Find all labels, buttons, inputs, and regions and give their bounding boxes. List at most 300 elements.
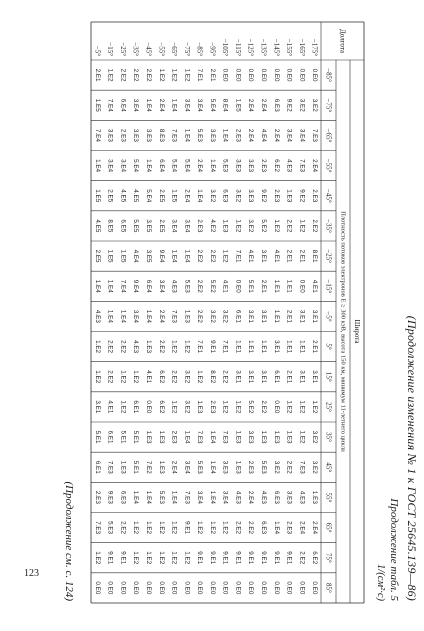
table-cell: 1.E3 [183,309,191,323]
table-cell: 4.E3 [132,340,140,354]
table-cell: 4.E5 [93,219,101,233]
table-cell: 1.E1 [298,340,306,354]
table-cell: 1.E1 [272,309,280,323]
table-cell: 2.E2 [106,370,114,384]
table-cell: 1.E2 [170,551,178,565]
table-cell: 3.E3 [208,128,216,142]
table-cell: 0.E0 [157,581,165,595]
table-cell: 5.E3 [106,521,114,535]
table-cell: 7.E3 [106,460,114,474]
table-cell: 9.E4 [132,279,140,293]
table-cell: 1.E2 [183,340,191,354]
table-cell: 3.E1 [247,309,255,323]
table-unit-label: 1/(см²·с) [375,564,386,601]
table-cell: 1.E3 [157,460,165,474]
table-cell: 1.E2 [183,68,191,82]
row-longitude-label: −105° [221,38,230,56]
table-cell: 0.E0 [106,581,114,595]
table-cell: 1.E3 [285,430,293,444]
table-cell: 3.E4 [170,219,178,233]
row-longitude-label: −5° [93,45,102,56]
table-cell: 1.E3 [285,189,293,203]
table-cell: 2.E3 [234,128,242,142]
table-cell: 3.E4 [157,279,165,293]
table-cell: 2.E4 [157,309,165,323]
table-cell: 2.E4 [298,521,306,535]
row-longitude-label: −65° [170,42,179,56]
table-cell: 0.E0 [272,581,280,595]
table-cell: 2.E2 [221,370,229,384]
table-cell: 2.E1 [208,68,216,82]
column-header: −35° [324,219,333,233]
table-cell: 2.E2 [234,521,242,535]
table-cell: 6.E1 [106,430,114,444]
table-cell: 3.E4 [196,490,204,504]
column-header: −65° [324,128,333,143]
table-cell: 3.E2 [311,98,319,112]
table-cell: 0.E0 [285,68,293,82]
column-header: −45° [324,188,333,203]
table-cell: 0.E0 [145,400,152,414]
table-cell: 0.E0 [260,68,267,82]
table-cell: 3.E1 [298,309,306,323]
table-cell: 2.E4 [260,98,267,112]
table-cell: 1.E2 [93,370,101,384]
table-cell: 6.E5 [119,219,127,233]
table-cell: 9.E1 [272,551,280,565]
table-cell: 1.E2 [170,400,178,414]
table-cell: 1.E5 [93,98,101,112]
table-cell: 2.E5 [106,189,114,203]
table-cell: 5.E3 [157,490,165,504]
table-cell: 7.E3 [183,490,191,504]
table-cell: 0.E0 [234,279,242,293]
table-cell: 9.E4 [157,249,165,263]
column-header: 65° [324,522,333,533]
table-cell: 1.E4 [170,98,178,112]
table-cell: 1.E2 [170,340,178,354]
table-cell: 8.E1 [311,249,319,263]
table-cell: 0.E0 [285,581,293,595]
table-cell: 6.E1 [272,370,280,384]
table-cell: 1.E4 [145,490,152,504]
table-cell: 1.E4 [208,159,216,173]
table-cell: 1.E4 [221,128,229,142]
table-cell: 4.E1 [145,370,152,384]
column-header: −85° [324,68,333,82]
table-cell: 2.E2 [170,370,178,384]
table-cell: 1.E3 [145,430,152,444]
table-cell: 5.E3 [183,279,191,293]
table-cell: 1.E1 [234,340,242,354]
table-cell: 4.E1 [272,249,280,263]
latitude-header: Широта [353,319,361,344]
table-cell: 0.E0 [260,581,267,595]
table-cell: 1.E2 [196,521,204,535]
table-cell: 3.E3 [247,159,255,173]
table-cell: 9.E2 [298,189,306,203]
table-cell: 9.E1 [234,551,242,565]
row-longitude-label: −35° [131,42,140,56]
table-cell: 1.E2 [221,521,229,535]
table-cell: 3.E2 [247,219,255,233]
table-cell: 5.E2 [260,219,267,233]
table-cell: 3.E3 [132,128,140,142]
table-cell: 1.E2 [196,370,204,384]
table-cell: 3.E3 [247,430,255,444]
table-cell: 9.E2 [285,98,293,112]
table-cell: 2.E1 [93,68,101,82]
table-cell: 1.E4 [106,279,114,293]
table-cell: 1.E2 [106,68,114,82]
table-cell: 6.E3 [119,490,127,504]
table-continuation-label: Продолжение табл. 5 [388,498,400,601]
table-cell: 2.E2 [132,68,140,82]
table-cell: 7.E4 [93,128,101,142]
table-cell: 7.E3 [298,460,306,474]
table-cell: 1.E5 [119,249,127,263]
table-cell: 3.E4 [119,159,127,173]
row-longitude-label: −165° [297,38,306,56]
table-cell: 7.E4 [119,279,127,293]
table-cell: 9.E1 [247,551,255,565]
table-cell: 4.E3 [234,490,242,504]
table-cell: 3.E2 [208,309,216,323]
table-cell: 1.E3 [145,340,152,354]
table-cell: 1.E2 [157,68,165,82]
table-cell: 3.E2 [311,460,319,474]
table-cell: 6.E4 [145,279,152,293]
table-cell: 1.E1 [272,279,280,293]
table-cell: 1.E4 [272,521,280,535]
table-cell: 1.E3 [272,430,280,444]
table-cell: 1.E3 [311,490,319,504]
table-cell: 7.E1 [196,340,204,354]
table-cell: 2.E2 [260,400,267,414]
table-cell: 1.E1 [247,340,255,354]
table-cell: 7.E1 [221,340,229,354]
table-cell: 6.E3 [272,490,280,504]
table-cell: 6.E1 [93,460,101,474]
table-cell: 4.E1 [247,249,255,263]
table-cell: 1.E2 [298,430,306,444]
table-cell: 2.E1 [285,370,293,384]
table-cell: 3.E2 [208,189,216,203]
table-cell: 1.E2 [234,400,242,414]
row-longitude-label: −55° [157,42,166,56]
table-cell: 7.E3 [221,430,229,444]
table-cell: 6.E2 [272,159,280,173]
table-cell: 1.E2 [208,521,216,535]
table-cell: 2.E3 [93,490,101,504]
table-cell: 1.E2 [157,521,165,535]
table-cell: 1.E2 [93,551,101,565]
table-cell: 1.E2 [234,219,242,233]
table-cell: 8.E3 [157,128,165,142]
table-cell: 3.E5 [145,249,152,263]
table-cell: 2.E2 [208,249,216,263]
table-cell: 6.E4 [157,159,165,173]
table-cell: 9.E1 [208,551,216,565]
table-cell: 4.E3 [93,309,101,323]
table-cell: 2.E5 [157,189,165,203]
table-cell: 6.E3 [260,521,267,535]
table-cell: 3.E1 [247,370,255,384]
table-cell: 1.E3 [196,400,204,414]
row-longitude-label: −125° [246,38,255,56]
table-cell: 1.E4 [208,460,216,474]
table-cell: 4.E4 [260,128,267,142]
table-cell: 2.E1 [285,249,293,263]
table-cell: 5.E3 [260,460,267,474]
table-cell: 2.E1 [298,249,306,263]
table-cell: 0.E0 [183,581,191,595]
table-cell: 9.E2 [260,189,267,203]
table-cell: 8.E4 [221,98,229,112]
table-cell: 1.E2 [221,400,229,414]
table-cell: 0.E0 [272,400,280,414]
table-cell: 4.E5 [119,189,127,203]
table-cell: 1.E4 [132,490,140,504]
table-cell: 5.E4 [170,159,178,173]
table-cell: 3.E4 [132,98,140,112]
table-cell: 2.E5 [157,219,165,233]
table-cell: 7.E3 [298,159,306,173]
table-cell: 7.E1 [234,249,242,263]
table-cell: 2.E3 [196,219,204,233]
table-cell: 1.E2 [285,400,293,414]
table-cell: 5.E1 [93,430,101,444]
table-cell: 3.E2 [298,98,306,112]
table-cell: 0.E0 [272,68,280,82]
table-cell: 1.E2 [157,551,165,565]
table-cell: 2.E2 [285,219,293,233]
row-longitude-label: −135° [259,38,268,56]
table-cell: 9.E1 [285,551,293,565]
table-cell: 4.E3 [298,490,306,504]
table-cell: 4.E5 [132,189,140,203]
table-cell: 0.E0 [132,581,140,595]
table-cell: 2.E1 [260,279,267,293]
table-cell: 1.E3 [234,460,242,474]
table-cell: 0.E0 [298,68,306,82]
row-longitude-label: −45° [144,42,153,56]
table-cell: 3.E4 [298,128,306,142]
table-cell: 3.E4 [106,159,114,173]
table-cell: 1.E3 [221,219,229,233]
table-cell: 7.E4 [106,98,114,112]
column-header: 45° [324,462,333,473]
table-cell: 3.E1 [260,309,267,323]
row-longitude-label: −95° [208,42,217,56]
table-cell: 6.E4 [119,98,127,112]
table-cell: 1.E2 [298,400,306,414]
table-cell: 0.E0 [311,581,319,595]
table-cell: 2.E2 [196,249,204,263]
table-cell: 2.E3 [247,460,255,474]
table-cell: 2.E2 [247,521,255,535]
row-longitude-label: −25° [118,42,127,56]
table-cell: 1.E4 [93,279,101,293]
table-cell: 9.E1 [106,551,114,565]
row-longitude-label: −85° [195,42,204,56]
table-cell: 7.E3 [170,309,178,323]
table-cell: 7.E3 [196,430,204,444]
table-cell: 6.E1 [234,309,242,323]
table-cell: 1.E4 [170,490,178,504]
table-cell: 1.E2 [132,370,140,384]
table-cell: 2.E5 [93,249,101,263]
table-cell: 8.E5 [106,219,114,233]
column-header: −25° [324,249,333,263]
table-cell: 0.E0 [234,68,242,82]
table-cell: 1.E1 [285,279,293,293]
table-cell: 1.E4 [183,249,191,263]
table-cell: 3.E4 [196,98,204,112]
row-header-longitude: Долгота [338,28,347,54]
table-cell: 2.E3 [311,189,319,203]
table-cell: 0.E0 [221,581,229,595]
table-cell: 1.E2 [170,68,178,82]
table-cell: 7.E3 [311,128,319,142]
table-cell: 2.E3 [119,128,127,142]
table-cell: 1.E1 [285,340,293,354]
table-cell: 3.E3 [247,189,255,203]
table-cell: 5.E2 [208,279,216,293]
column-header: 25° [324,402,333,412]
table-cell: 5.E3 [196,128,204,142]
table-cell: 1.E4 [170,249,178,263]
table-cell: 3.E3 [221,460,229,474]
column-header: 35° [324,432,333,442]
table-cell: 3.E5 [145,219,152,233]
footer-continuation-note: (Продолжение см. с. 124) [63,481,75,601]
table-cell: 7.E2 [145,460,152,474]
table-cell: 2.E2 [157,340,165,354]
column-header: 15° [324,371,333,382]
table-cell: 1.E3 [234,430,242,444]
table-cell: 5.E4 [183,159,191,173]
table-cell: 1.E2 [132,551,140,565]
table-cell: 5.E2 [247,400,255,414]
column-header: 85° [324,583,333,593]
table-cell: 3.E3 [234,159,242,173]
table-cell: 3.E1 [234,370,242,384]
table-cell: 3.E4 [183,98,191,112]
table-cell: 2.E4 [247,490,255,504]
table-cell: 0.E0 [221,68,229,82]
table-cell: 3.E2 [183,370,191,384]
table-cell: 4.E1 [106,400,114,414]
table-cell: 0.E0 [170,581,178,595]
row-longitude-label: −115° [233,39,242,56]
table-cell: 9.E1 [119,551,127,565]
table-cell: 4.E1 [311,279,319,293]
table-cell: 5.E3 [196,460,204,474]
table-cell: 3.E4 [183,460,191,474]
table-cell: 1.E4 [196,189,204,203]
table-cell: 2.E2 [145,68,152,82]
table-cell: 1.E2 [311,400,319,414]
table-cell: 1.E4 [93,159,101,173]
table-cell: 1.E2 [170,521,178,535]
table-cell: 6.E3 [272,98,280,112]
table-cell: 2.E4 [183,189,191,203]
table-cell: 1.E4 [183,128,191,142]
table-cell: 1.E4 [208,430,216,444]
table-cell: 1.E3 [157,430,165,444]
table-cell: 1.E4 [145,309,152,323]
table-cell: 2.E2 [196,309,204,323]
table-cell: 0.E0 [311,68,319,82]
table-cell: 1.E5 [106,249,114,263]
column-header: 55° [324,492,333,503]
table-cell: 2.E3 [170,430,178,444]
table-cell: 5.E5 [132,219,140,233]
table-cell: 5.E3 [221,159,229,173]
table-cell: 9.E1 [221,551,229,565]
column-header: 5° [324,343,333,350]
table-cell: 3.E4 [285,128,293,142]
table-cell: 1.E2 [145,551,152,565]
table-cell: 0.E0 [208,581,216,595]
table-cell: 1.E2 [183,551,191,565]
table-cell: 7.E1 [196,68,204,82]
table-cell: 6.E2 [311,551,319,565]
table-cell: 4.E2 [208,219,216,233]
table-cell: 7.E3 [170,128,178,142]
column-header: 75° [324,552,333,563]
table-cell: 2.E2 [298,551,306,565]
table-cell: 1.E1 [260,340,267,354]
row-longitude-label: −175° [310,38,319,56]
table-cell: 3.E1 [260,370,267,384]
table-cell: 2.E4 [157,98,165,112]
table-cell: 5.E4 [132,159,140,173]
table-cell: 1.E3 [119,460,127,474]
table-cell: 3.E3 [145,128,152,142]
table-cell: 1.E5 [170,189,178,203]
table-cell: 6.E2 [157,400,165,414]
table-cell: 2.E2 [106,340,114,354]
table-cell: 1.E2 [93,340,101,354]
table-cell: 0.E0 [145,581,152,595]
table-cell: 3.E3 [106,128,114,142]
table-cell: 6.E1 [132,400,140,414]
table-cell: 2.E3 [285,521,293,535]
table-cell: 1.E2 [132,521,140,535]
table-cell: 3.E2 [311,430,319,444]
table-cell: 2.E3 [208,400,216,414]
table-cell: 9.E3 [106,490,114,504]
table-cell: 0.E0 [298,279,306,293]
table-cell: 5.E1 [247,279,255,293]
table-cell: 2.E2 [311,219,319,233]
table-subtitle: Плотность потоков электронов E ≥ 300 кэВ, высота 150 км, минимум 11-летнего цикла [339,211,347,452]
table-cell: 1.E4 [119,309,127,323]
table-cell: 5.E1 [132,430,140,444]
table-cell: 7.E3 [93,521,101,535]
table-cell: 1.E2 [298,219,306,233]
table-cell: 3.E1 [311,370,319,384]
table-cell: 6.E2 [157,370,165,384]
table-cell: 0.E0 [298,581,306,595]
column-header: −15° [324,279,333,294]
table-cell: 5.E1 [119,430,127,444]
table-cell: 9.E1 [183,521,191,535]
table-cell: 2.E4 [311,521,319,535]
page-number: 123 [24,568,39,579]
